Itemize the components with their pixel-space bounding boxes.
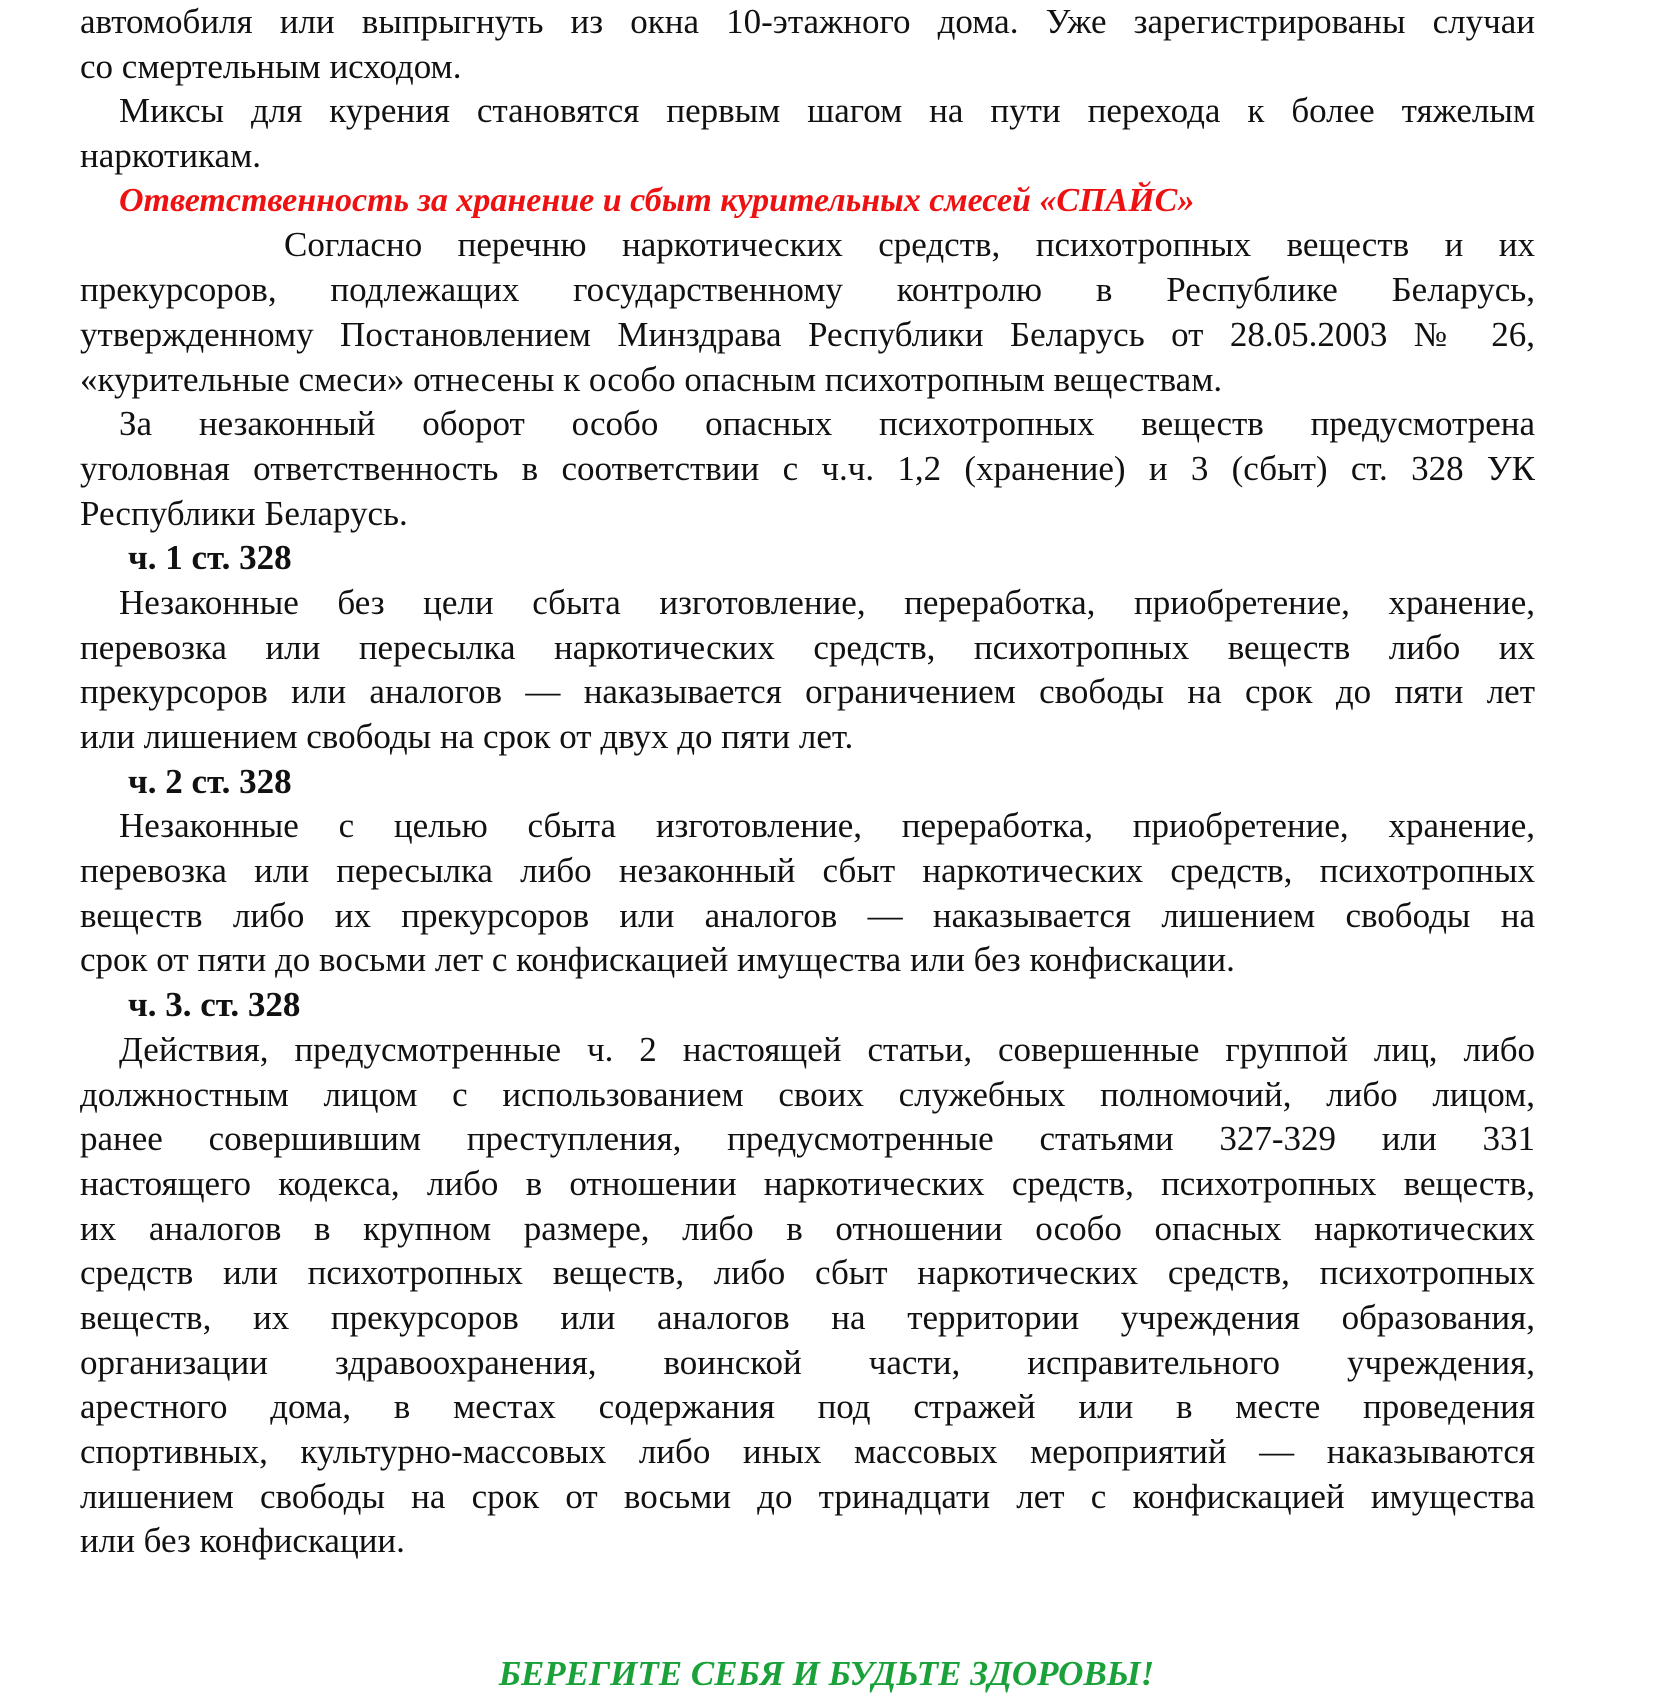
intro-line-4: наркотикам. <box>80 136 261 176</box>
part-3-line-9: арестного дома, в местах содержания под стражей или в месте проведения <box>80 1387 1535 1427</box>
regulation-line-3: утвержденному Постановлением Минздрава Республики Беларусь от 28.05.2003 № 26, <box>80 314 1535 354</box>
part-1-line-2: перевозка или пересылка наркотических средств, психотропных веществ либо их <box>80 627 1535 667</box>
part-1-heading: ч. 1 ст. 328 <box>128 538 292 578</box>
part-3-line-5: их аналогов в крупном размере, либо в отношении особо опасных наркотических <box>80 1208 1535 1248</box>
part-1-line-1: Незаконные без цели сбыта изготовление, переработка, приобретение, хранение, <box>119 582 1535 622</box>
regulation-line-2: прекурсоров, подлежащих государственному контролю в Республике Беларусь, <box>80 270 1535 310</box>
part-2-line-3: веществ либо их прекурсоров или аналогов — наказывается лишением свободы на <box>80 895 1535 935</box>
part-3-line-3: ранее совершившим преступления, предусмотренные статьями 327-329 или 331 <box>80 1119 1535 1159</box>
part-3-line-6: средств или психотропных веществ, либо сбыт наркотических средств, психотропных <box>80 1253 1535 1293</box>
part-2-line-2: перевозка или пересылка либо незаконный сбыт наркотических средств, психотропных <box>80 851 1535 891</box>
part-3-line-11: лишением свободы на срок от восьми до тринадцати лет с конфискацией имущества <box>80 1476 1535 1516</box>
part-2-line-4: срок от пяти до восьми лет с конфискацией имущества или без конфискации. <box>80 940 1235 980</box>
part-3-line-7: веществ, их прекурсоров или аналогов на территории учреждения образования, <box>80 1297 1535 1337</box>
document-page <box>80 0 1535 1564</box>
part-3-line-10: спортивных, культурно-массовых либо иных массовых мероприятий — наказываются <box>80 1432 1535 1471</box>
part-3-heading: ч. 3. ст. 328 <box>128 985 301 1025</box>
regulation-line-4: «курительные смеси» отнесены к особо опасным психотропным веществам. <box>80 359 1223 399</box>
intro-line-2: со смертельным исходом. <box>80 46 462 86</box>
liability-line-3: Республики Беларусь. <box>80 493 408 533</box>
liability-line-1: За незаконный оборот особо опасных психотропных веществ предусмотрена <box>119 404 1535 444</box>
part-3-line-4: настоящего кодекса, либо в отношении наркотических средств, психотропных веществ, <box>80 1163 1535 1203</box>
part-3-line-1: Действия, предусмотренные ч. 2 настоящей статьи, совершенные группой лиц, либо <box>119 1029 1535 1069</box>
liability-line-2: уголовная ответственность в соответствии с ч.ч. 1,2 (хранение) и 3 (сбыт) ст. 328 УК <box>80 448 1535 488</box>
part-2-heading: ч. 2 ст. 328 <box>128 761 292 801</box>
part-1-line-3: прекурсоров или аналогов — наказывается ограничением свободы на срок до пяти лет <box>80 672 1535 712</box>
part-3-line-12: или без конфискации. <box>80 1521 405 1561</box>
part-1-line-4: или лишением свободы на срок от двух до пяти лет. <box>80 717 854 756</box>
part-3-line-8: организации здравоохранения, воинской части, исправительного учреждения, <box>80 1342 1535 1382</box>
intro-line-3: Миксы для курения становятся первым шагом на пути перехода к более тяжелым <box>119 91 1535 131</box>
intro-line-1: автомобиля или выпрыгнуть из окна 10-этажного дома. Уже зарегистрированы случаи <box>80 2 1535 41</box>
part-2-line-1: Незаконные с целью сбыта изготовление, переработка, приобретение, хранение, <box>119 806 1535 846</box>
footer-slogan: БЕРЕГИТЕ СЕБЯ И БУДЬТЕ ЗДОРОВЫ! <box>498 1654 1155 1693</box>
regulation-line-1: Согласно перечню наркотических средств, психотропных веществ и их <box>284 225 1535 265</box>
section-heading: Ответственность за хранение и сбыт курительных смесей «СПАЙС» <box>119 181 1195 219</box>
part-3-line-2: должностным лицом с использованием своих служебных полномочий, либо лицом, <box>80 1074 1535 1114</box>
